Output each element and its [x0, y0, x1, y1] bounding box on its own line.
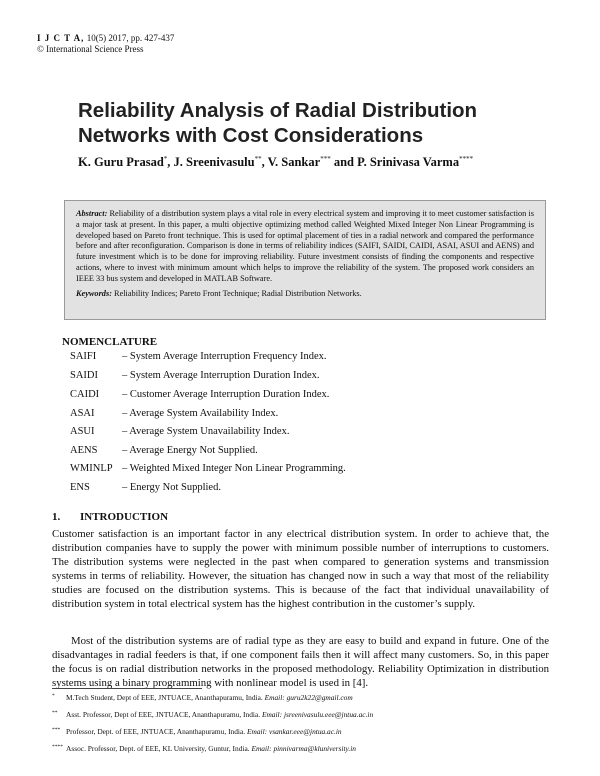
nomenclature-abbr: AENS — [70, 445, 98, 456]
nomenclature-row — [70, 389, 329, 400]
footnote-divider — [52, 688, 202, 689]
section-title: INTRODUCTION — [80, 511, 169, 523]
author-mark: * — [163, 155, 168, 163]
section-heading — [52, 511, 168, 523]
section-number: 1. — [52, 511, 61, 523]
footnote-text: Professor, Dept. of EEE, JNTUACE, Ananthapuramu, India. — [66, 727, 246, 736]
author-name: K. Guru Prasad — [78, 155, 164, 170]
author-mark: *** — [320, 155, 331, 163]
footnote-text: M.Tech Student, Dept of EEE, JNTUACE, Ananthapuramu, India. — [66, 693, 263, 702]
footnote-text: Asst. Professor, Dept of EEE, JNTUACE, Ananthapuramu, India. — [66, 710, 261, 719]
intro-paragraph-2 — [52, 634, 549, 690]
nomenclature-abbr: SAIFI — [70, 351, 97, 362]
nomenclature-abbr: ASAI — [70, 408, 95, 419]
author-name: P. Srinivasa Varma — [357, 155, 460, 170]
nomenclature-def: – Average System Availability Index. — [122, 408, 279, 419]
footnote-text: Assoc. Professor, Dept. of EEE, KL University, Guntur, India. — [66, 744, 250, 753]
footnote-email-label: Email: — [264, 693, 285, 702]
journal-abbr: I J C T A, — [37, 33, 85, 43]
nomenclature-row — [70, 426, 289, 437]
paragraph-text: Customer satisfaction is an important factor in any electrical distribution system. In order to achieve that, the distribution companies have to supply the power with minimum possible number of interruptions to customers. The distribution systems were neglected in the past when compared to generation systems and transmission systems in terms of reliability. However, the situation has changed now in such a way that most of the reliability studies are focused on the distribution systems. This is because of the fact that individual unavailability of distribution system in total electrical system has the highest contribution in the customer’s supply. — [52, 528, 549, 610]
keywords-label: Keywords: — [76, 288, 112, 298]
nomenclature-def: – System Average Interruption Frequency Index. — [122, 351, 327, 362]
nomenclature-def: – Energy Not Supplied. — [122, 482, 221, 493]
footnote — [52, 744, 356, 753]
author-list — [78, 155, 473, 170]
abstract-text: Reliability of a distribution system plays a vital role in every electrical system and improving it to meet customer satisfaction is a major task at present. In this paper, a multi objective optimizing method called Weighted Mixed Integer Non Linear Programming is developed based on Pareto front technique. This is used for optimal placement of ties in a radial network and compared the performance before and after reconfiguration. Comparison is done in terms of reliability indices (SAIFI, SAIDI, CAIDI, ASAI, ASUI and AENS) and future investment which is to be done for improving reliability. Future investment consists of finding the components and respective actions, where to invest with minimum amount which helps to improve the reliability of the system. The proposed work considers an IEEE 33 bus system and developed in MATLAB Software. — [76, 209, 535, 283]
nomenclature-abbr: ASUI — [70, 426, 95, 437]
footnote-email: jsreenivasulu.eee@jntua.ac.in — [283, 710, 374, 719]
journal-volume: 10(5) 2017, pp. 427-437 — [86, 33, 175, 43]
footnote-email: vsankar.eee@jntua.ac.in — [268, 727, 342, 736]
footnote-mark: **** — [52, 744, 63, 750]
nomenclature-row — [70, 463, 346, 474]
nomenclature-row — [70, 370, 320, 381]
nomenclature-def: – Customer Average Interruption Duration Index. — [122, 389, 330, 400]
intro-paragraph-1 — [52, 527, 549, 611]
nomenclature-row — [70, 351, 327, 362]
footnote-email: pinnivarma@kluniversity.in — [273, 744, 356, 753]
author-mark: **** — [459, 155, 474, 163]
footnote — [52, 710, 373, 719]
nomenclature-abbr: CAIDI — [70, 389, 100, 400]
nomenclature-row — [70, 482, 221, 493]
author-separator: , — [261, 155, 268, 170]
copyright-line: © International Science Press — [37, 44, 144, 54]
abstract-box — [64, 200, 546, 320]
footnote-email-label: Email: — [246, 727, 268, 736]
paper-title: Reliability Analysis of Radial Distribution Networks with Cost Considerations — [78, 99, 478, 147]
nomenclature-def: – Average Energy Not Supplied. — [122, 445, 258, 456]
keywords-text: Reliability Indices; Pareto Front Technique; Radial Distribution Networks. — [114, 288, 362, 298]
author-separator: , — [167, 155, 174, 170]
footnote-email-label: Email: — [261, 710, 283, 719]
footnote-mark: *** — [52, 727, 61, 733]
nomenclature-def: – System Average Interruption Duration Index. — [122, 370, 320, 381]
keywords-paragraph — [76, 289, 534, 300]
footnote — [52, 693, 353, 702]
nomenclature-abbr: ENS — [70, 482, 90, 493]
journal-citation — [37, 33, 174, 44]
author-mark: ** — [254, 155, 262, 163]
nomenclature-abbr: SAIDI — [70, 370, 98, 381]
nomenclature-heading: NOMENCLATURE — [62, 336, 158, 348]
nomenclature-abbr: WMINLP — [70, 463, 113, 474]
author-separator: and — [330, 155, 358, 170]
author-name: J. Sreenivasulu — [173, 155, 255, 170]
footnote-email: guru2k22@gmail.com — [286, 693, 353, 702]
nomenclature-def: – Average System Unavailability Index. — [122, 426, 290, 437]
footnote-mark: ** — [52, 710, 58, 716]
nomenclature-row — [70, 445, 258, 456]
footnote — [52, 727, 342, 736]
footnote-mark: * — [52, 693, 55, 699]
nomenclature-row — [70, 408, 278, 419]
footnote-email-label: Email: — [251, 744, 272, 753]
abstract-paragraph — [76, 209, 534, 285]
paragraph-text: Most of the distribution systems are of radial type as they are easy to build and expand in future. One of the disadvantages in radial feeders is that, if one component fails then it will affect many customers. So, in this paper the focus is on radial distribution networks in the proposed methodology. Reliability Optimization in distribution systems using a binary programming with nonlinear model is used in [4]. — [52, 635, 549, 689]
nomenclature-def: – Weighted Mixed Integer Non Linear Programming. — [122, 463, 346, 474]
author-name: V. Sankar — [267, 155, 321, 170]
abstract-label: Abstract: — [76, 209, 108, 218]
